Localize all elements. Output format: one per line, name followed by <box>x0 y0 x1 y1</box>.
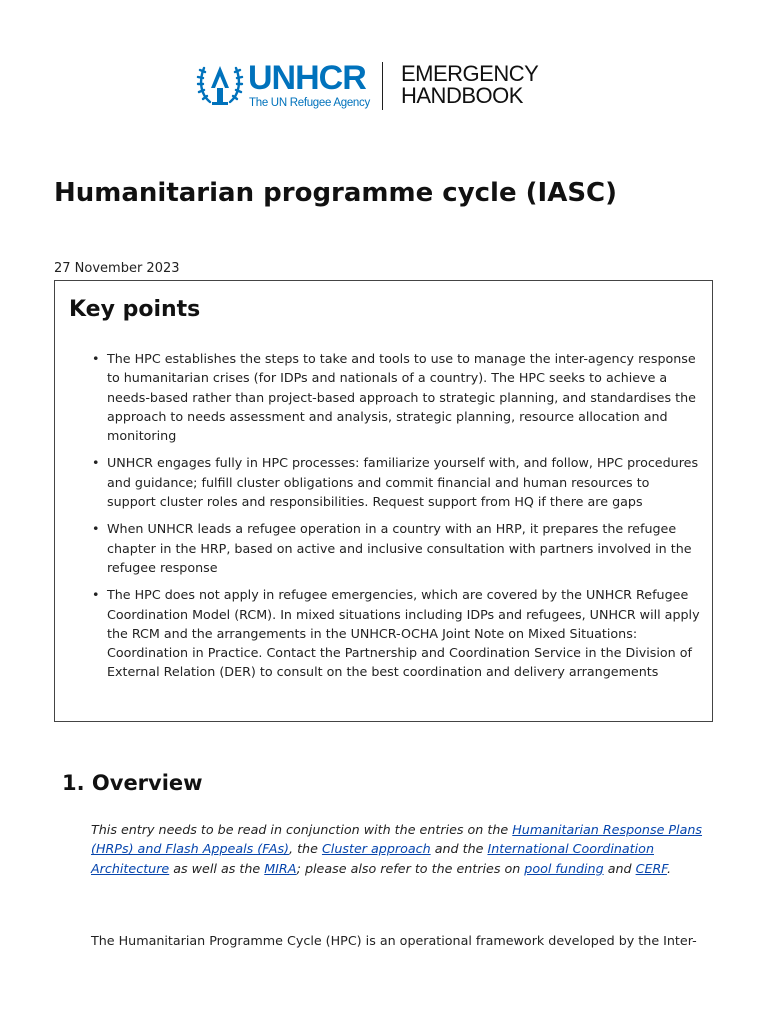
handbook-header <box>196 58 556 116</box>
handbook-line-2: HANDBOOK <box>401 83 523 108</box>
unhcr-tagline: The UN Refugee Agency <box>249 97 370 109</box>
intro-text: and the <box>430 841 488 857</box>
overview-body-paragraph: The Humanitarian Programme Cycle (HPC) is an operational framework developed by the Inter- <box>91 933 697 948</box>
intro-text: and <box>603 860 636 876</box>
key-point-item: • The HPC does not apply in refugee emergencies, which are covered by the UNHCR Refugee Coordination Model (RCM). In mixed situations including IDPs and refugees, UNHCR will apply the RCM and the arrangements in the UNHCR-OCHA Joint Note on Mixed Situations: Coordination in Practice. Contact the Partnership and Coordination Service in the Division of External Relation (DER) to consult on the best coordination and delivery arrangements <box>92 585 702 681</box>
handbook-line-1: EMERGENCY <box>401 61 539 86</box>
key-points-heading: Key points <box>69 297 201 322</box>
key-point-item: • The HPC establishes the steps to take and tools to use to manage the inter-agency response to humanitarian crises (for IDPs and nationals of a country). The HPC seeks to achieve a needs-based rather than project-based approach to strategic planning, and standardises the approach to needs assessment and analysis, strategic planning, resource allocation and monitoring <box>92 349 702 445</box>
intro-text: , the <box>289 841 322 857</box>
header-divider <box>382 62 383 110</box>
intro-text: . <box>666 860 671 876</box>
link-international-coordination-architecture[interactable]: International Coordination Architecture <box>91 841 654 876</box>
key-point-item: • UNHCR engages fully in HPC processes: familiarize yourself with, and follow, HPC procedures and guidance; fulfill cluster obligations and commit financial and human resources to support cluster roles and responsibilities. Request support from HQ if there are gaps <box>92 453 702 511</box>
intro-text: ; please also refer to the entries on <box>296 860 525 876</box>
intro-text: as well as the <box>169 860 265 876</box>
emergency-handbook-wordmark <box>401 63 538 107</box>
page-title: Humanitarian programme cycle (IASC) <box>54 178 618 208</box>
key-point-item: • When UNHCR leads a refugee operation in a country with an HRP, it prepares the refugee chapter in the HRP, based on active and inclusive consultation with partners involved in the refugee response <box>92 519 702 577</box>
link-cerf[interactable]: CERF <box>635 860 667 876</box>
key-points-list <box>92 349 702 690</box>
unhcr-wordmark: UNHCR <box>248 59 366 97</box>
overview-intro <box>91 820 721 878</box>
link-mira[interactable]: MIRA <box>264 860 297 876</box>
link-hrp-flash-appeals[interactable]: Humanitarian Response Plans (HRPs) and Flash Appeals (FAs) <box>91 822 703 857</box>
link-cluster-approach[interactable]: Cluster approach <box>321 841 431 857</box>
intro-text: This entry needs to be read in conjunction with the entries on the <box>91 822 513 837</box>
unhcr-emblem-icon <box>196 58 244 110</box>
link-pool-funding[interactable]: pool funding <box>524 860 604 876</box>
publish-date: 27 November 2023 <box>54 261 180 276</box>
overview-heading: 1. Overview <box>62 771 203 795</box>
key-points-box <box>54 280 713 722</box>
